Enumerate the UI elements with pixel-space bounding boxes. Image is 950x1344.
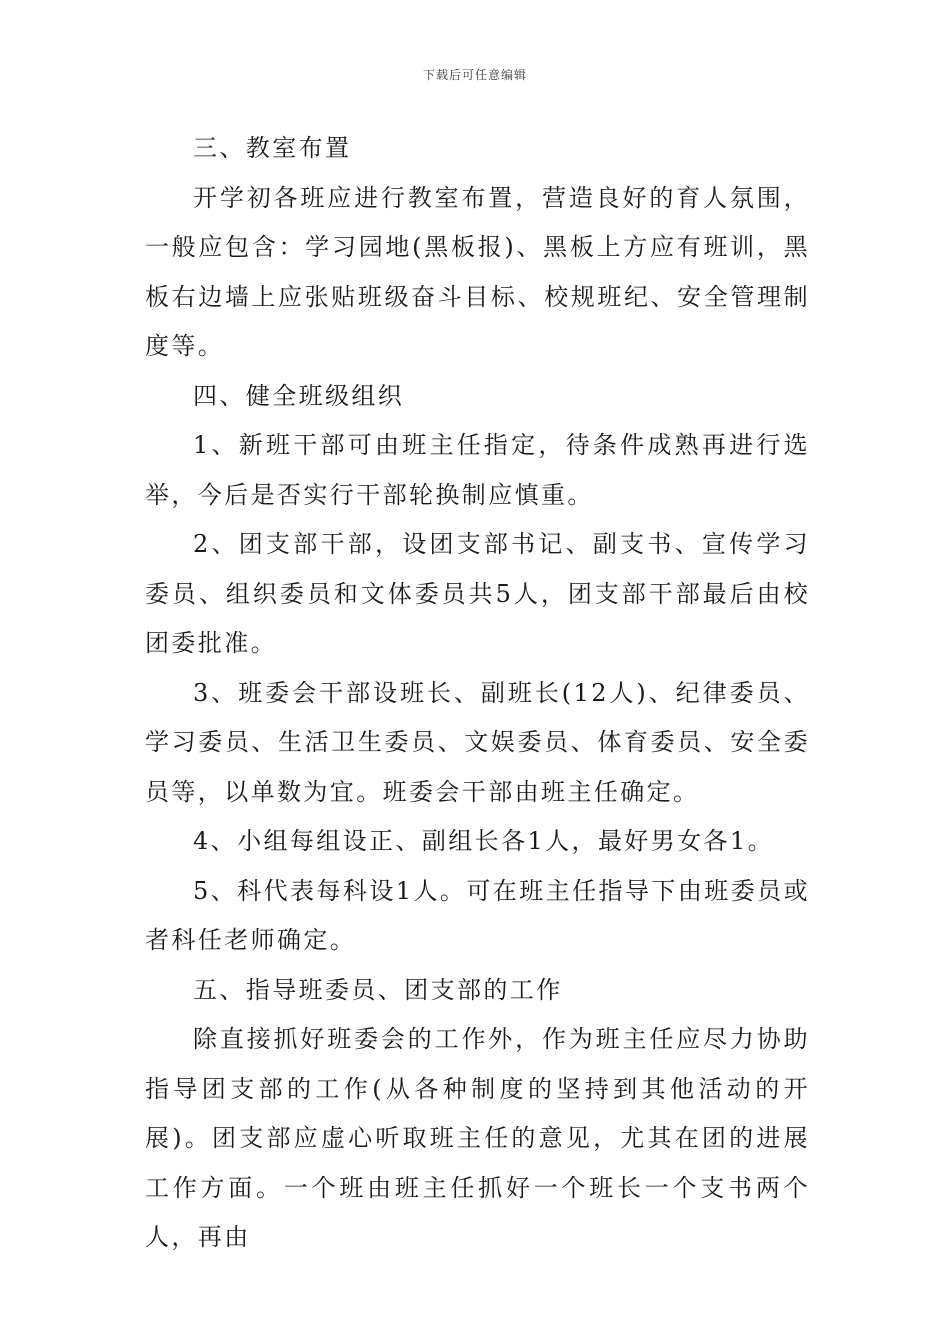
section-heading-classroom-layout: 三、教室布置 — [193, 134, 352, 162]
section-heading-guidance: 五、指导班委员、团支部的工作 — [193, 975, 563, 1004]
paragraph-item-1: 1、新班干部可由班主任指定，待条件成熟再进行选举，今后是否实行干部轮换制应慎重。 — [145, 431, 810, 509]
paragraph-item-2: 2、团支部干部，设团支部书记、副支书、宣传学习委员、组织委员和文体委员共5人，团支部干部最后由校团委批准。 — [145, 530, 810, 657]
paragraph-item-5: 5、科代表每科设1人。可在班主任指导下由班委员或者科任老师确定。 — [145, 876, 810, 954]
paragraph-classroom-layout: 开学初各班应进行教室布置，营造良好的育人氛围，一般应包含：学习园地(黑板报)、黑板上方应有班训，黑板右边墙上应张贴班级奋斗目标、校规班纪、安全管理制度等。 — [145, 183, 810, 360]
document-body — [145, 124, 810, 1263]
paragraph-guidance: 除直接抓好班委会的工作外，作为班主任应尽力协助指导团支部的工作(从各种制度的坚持到其他活动的开展)。团支部应虚心听取班主任的意见，尤其在团的进展工作方面。一个班由班主任抓好一个班长一个支书两个人，再由 — [145, 1025, 810, 1251]
paragraph-item-4: 4、小组每组设正、副组长各1人，最好男女各1。 — [193, 827, 775, 855]
paragraph-item-3: 3、班委会干部设班长、副班长(12人)、纪律委员、学习委员、生活卫生委员、文娱委员、体育委员、安全委员等，以单数为宜。班委会干部由班主任确定。 — [145, 678, 810, 806]
section-heading-class-organization: 四、健全班级组织 — [193, 381, 405, 410]
page-header: 下载后可任意编辑 — [422, 68, 527, 82]
